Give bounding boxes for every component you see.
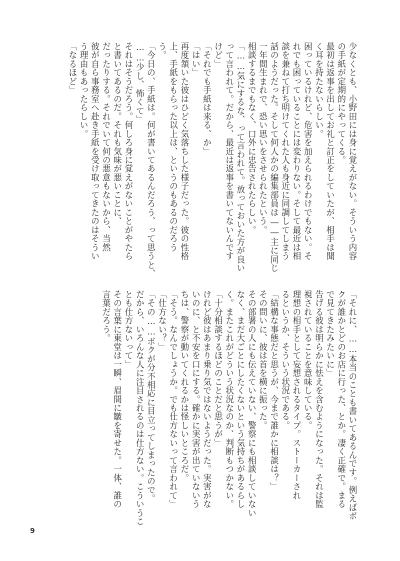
text-line: う理由もあったらしい。 [79, 42, 90, 139]
text-line: 「それでも手紙は来る、か」 [202, 42, 213, 156]
text-line: 「結構な事態だと思うが、今まで誰かに相談は？」 [269, 290, 280, 492]
text-line: るというか、そういう状況である。 [280, 290, 291, 430]
text-line: とも仕方ないって」 [123, 290, 134, 369]
text-line: く耳を持たないらしい。 [314, 42, 325, 139]
text-line: その言葉に東堂は一瞬、眉間に皺を寄せた。一体、誰の [112, 290, 123, 509]
text-line: なく、まだ大ごとにしたくないという気持ちがあるらし [235, 290, 246, 509]
text-line: それはそうだろう。何しろ身に覚えがないことがやたら [123, 42, 134, 261]
text-line: けれど彼はあまり乗り気ではないようだった。実害がな [202, 290, 213, 509]
text-line: 上、手紙をもらった以上は、というのもあるのだろう [168, 42, 179, 252]
text-line: 「十分相談するほどのことだと思うが」 [213, 290, 224, 448]
text-line: ちは、警察が動いてくれるかは怪しいところだ。 [179, 290, 190, 483]
text-line: 少なくとも、小野田には身に覚えがない。そういう内容 [348, 42, 358, 261]
text-line: けど」 [213, 42, 224, 69]
text-line: その問いに、彼は首を横に振った。 [258, 290, 269, 430]
text-line: って言われて。だから、最近は返事を書いてないんです [224, 42, 235, 261]
text-line: う。 [157, 42, 168, 60]
text-line: と書いてあるのだ。それも気味が悪いことに、 [112, 42, 123, 226]
text-line: 「それに、……本当のことも書いてあるんです。例えばボ [348, 290, 358, 521]
text-line: く。またこれがどういう状況なのか、判断もつかない。 [224, 290, 235, 509]
lower-text-block [58, 290, 358, 526]
text-line: いのに、と不安を口にする。確かに実害が出ていないう [191, 290, 202, 509]
text-line: で見てきたみたいに」 [325, 290, 336, 378]
text-line: その部署の人にも伝えていない、警察にも相談していない [247, 290, 258, 518]
text-line: ……少し、怖くて」 [135, 42, 146, 124]
text-line: 「……気にするな、って言われて。放っておいた方が良い [235, 42, 246, 273]
text-line: 言葉だろう。 [101, 290, 112, 343]
text-line: 「今日の、手紙は。何が書いてあるんだろう、って思うと、 [146, 42, 157, 278]
text-line: 「はい」 [191, 42, 202, 77]
text-line: 再度頷いた彼はひどく気落ちした様子だった。彼の性格 [179, 42, 190, 261]
text-line: 困っているけれど、危害を加えられるわけでもない。そ [303, 42, 314, 261]
text-line: れでも困っていることには変わりない。そして最近は相 [291, 42, 302, 261]
text-line: クが誰かとどのお店に行った、とか。凄く正確で。まる [336, 290, 347, 509]
text-line: 一年間生まれで、恐い思いをさせられたという。 [258, 42, 269, 235]
text-line: だから、いろんな人に注目されるのは仕方ない。こういうこ [135, 290, 146, 526]
text-line: 最初は返事を出してお礼と訂正をしていたが、相手は聞 [325, 42, 336, 261]
text-line: 「その……ボクが分不相応に目立ってしまったので。 [146, 290, 157, 503]
text-line: 彼が自ら事務室へ赴き手紙を受け取ってきたのはそうい [90, 42, 101, 261]
page-number: 9 [30, 527, 35, 535]
text-line: だったりする。それでいて何の悪意もないから、当然 [101, 42, 112, 252]
text-line: 「仕方ない？」 [157, 290, 168, 352]
text-line: 告げる彼は明らかに怯えを含むようになった。それは監 [314, 290, 325, 509]
text-line: 「そう。なんでしょうか。でも仕方ないって言われて」 [168, 290, 179, 509]
text-line: 話のようだった。そして何人かの編集部員は――主に同じ [269, 42, 280, 273]
text-line: 理想の相手として妄想されるタイプ。ストーカーされ [291, 290, 302, 500]
text-line: 談を兼ねて打ち明けてくれた人も身近に同調してしまう [280, 42, 291, 261]
upper-text-block [58, 42, 358, 278]
text-line: 「なるほど」 [67, 42, 78, 95]
text-line: の手紙が定期的にやってくる。 [336, 42, 347, 165]
text-line: 視されていることを意味している。 [303, 290, 314, 430]
text-line: 相談するまでもなく、口外に忠告されたらしい。 [247, 42, 258, 235]
